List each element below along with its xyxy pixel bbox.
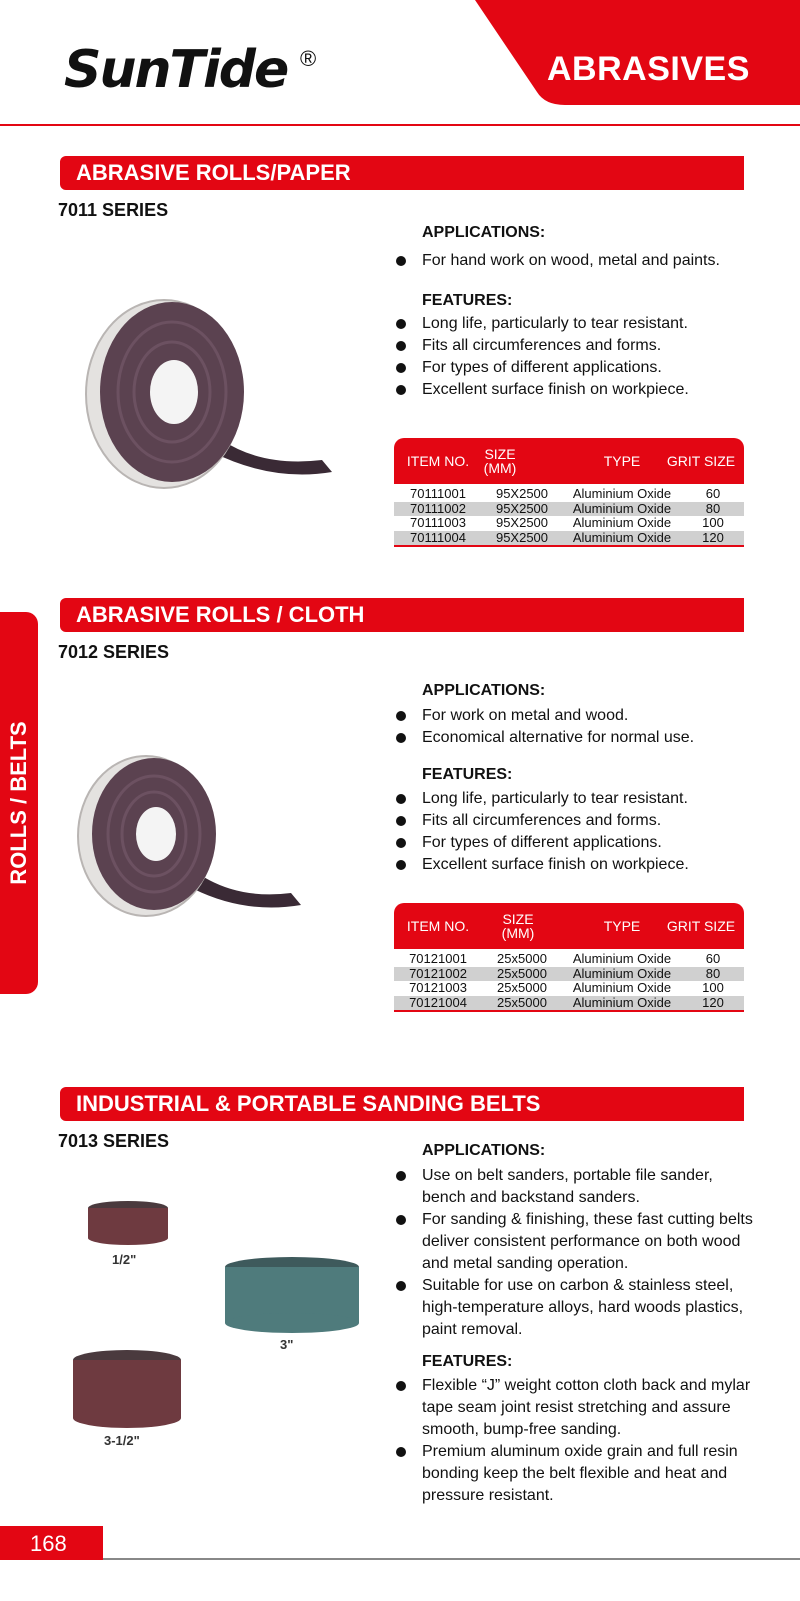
- table-row: [394, 531, 744, 546]
- col-grit: GRIT SIZE: [666, 918, 736, 934]
- spec-table-header: [394, 438, 744, 484]
- registered-mark: ®: [300, 46, 317, 71]
- header-divider: [0, 124, 800, 126]
- cell-type: Aluminium Oxide: [572, 965, 672, 981]
- col-size: [498, 903, 538, 949]
- series-label: 7012 SERIES: [58, 642, 170, 662]
- table-row: [394, 952, 744, 967]
- table-row: [394, 981, 744, 996]
- cell-grit: 100: [702, 980, 724, 995]
- list-item: For work on metal and wood.: [396, 705, 694, 727]
- col-grit: GRIT SIZE: [666, 453, 736, 469]
- brand-name: SunTide: [64, 40, 288, 100]
- list-item: For sanding & finishing, these fast cutting belts deliver consistent performance on both wood and metal sanding operation.: [396, 1209, 756, 1275]
- category-title: ABRASIVES: [547, 50, 750, 88]
- cell-size: 95X2500: [495, 515, 549, 530]
- cell-type: Aluminium Oxide: [572, 500, 672, 516]
- features-heading: FEATURES:: [422, 292, 513, 309]
- belt-size-label: 3": [280, 1337, 294, 1352]
- col-size-unit: (MM): [483, 460, 517, 476]
- list-item: Fits all circumferences and forms.: [396, 335, 689, 357]
- footer-divider: [103, 1558, 800, 1560]
- table-bottom-rule: [394, 545, 744, 547]
- cell-type: Aluminium Oxide: [572, 994, 672, 1010]
- features-list: [396, 313, 689, 401]
- features-list: [396, 1375, 756, 1507]
- cell-type: Aluminium Oxide: [572, 486, 672, 501]
- table-row: [394, 516, 744, 531]
- col-type: TYPE: [603, 453, 641, 469]
- cell-grit: 60: [705, 951, 721, 966]
- list-item: Excellent surface finish on workpiece.: [396, 854, 689, 876]
- spec-table-header: [394, 903, 744, 949]
- list-item: For types of different applications.: [396, 832, 689, 854]
- list-item: Premium aluminum oxide grain and full resin bonding keep the belt flexible and heat and pressure resistant.: [396, 1441, 756, 1507]
- list-item: Excellent surface finish on workpiece.: [396, 379, 689, 401]
- series-label: 7013 SERIES: [58, 1131, 170, 1151]
- series-label: 7011 SERIES: [58, 200, 169, 220]
- col-item-no: ITEM NO.: [406, 918, 470, 934]
- abrasive-roll-image: [66, 740, 316, 930]
- list-item: Use on belt sanders, portable file sander, bench and backstand sanders.: [396, 1165, 756, 1209]
- applications-list: [396, 250, 720, 272]
- cell-size: 95X2500: [495, 529, 549, 545]
- cell-size: 95X2500: [495, 486, 549, 501]
- applications-list: [396, 705, 694, 749]
- side-tab-label: ROLLS / BELTS: [6, 721, 31, 885]
- list-item: Economical alternative for normal use.: [396, 727, 694, 749]
- col-size: [480, 438, 520, 484]
- cell-size: 25x5000: [497, 980, 547, 995]
- belt-size-label: 3-1/2": [104, 1433, 140, 1448]
- applications-list: [396, 1165, 756, 1341]
- cell-type: Aluminium Oxide: [572, 951, 672, 966]
- cell-type: Aluminium Oxide: [572, 980, 672, 995]
- page-number: 168: [30, 1531, 67, 1556]
- list-item: Fits all circumferences and forms.: [396, 810, 689, 832]
- spec-table: [394, 438, 744, 547]
- cell-size: 25x5000: [497, 951, 547, 966]
- features-list: [396, 788, 689, 876]
- cell-item: 70121001: [409, 951, 467, 966]
- page-number-box: [0, 1526, 103, 1560]
- spec-table: [394, 903, 744, 1012]
- list-item: Long life, particularly to tear resistant.: [396, 788, 689, 810]
- features-heading: FEATURES:: [422, 1353, 513, 1370]
- list-item: Flexible “J” weight cotton cloth back and mylar tape seam joint resist stretching and assure smooth, bump-free sanding.: [396, 1375, 756, 1441]
- sanding-belt-3-1-2-inch-image: [70, 1348, 185, 1438]
- col-item-no: ITEM NO.: [406, 453, 470, 469]
- cell-grit: 80: [705, 500, 721, 516]
- section-title: INDUSTRIAL & PORTABLE SANDING BELTS: [76, 1091, 541, 1116]
- cell-grit: 120: [702, 994, 724, 1010]
- cell-item: 70111003: [410, 515, 466, 530]
- sanding-belt-3-inch-image: [222, 1255, 362, 1345]
- cell-item: 70111001: [410, 486, 466, 501]
- col-size-label: SIZE: [484, 446, 516, 462]
- section-title-bar: [60, 598, 744, 632]
- cell-type: Aluminium Oxide: [572, 515, 672, 530]
- cell-item: 70121002: [409, 965, 467, 981]
- list-item: For types of different applications.: [396, 357, 689, 379]
- features-heading: FEATURES:: [422, 766, 513, 783]
- cell-item: 70121004: [409, 994, 467, 1010]
- list-item: Suitable for use on carbon & stainless steel, high-temperature alloys, hard woods plastics, paint removal.: [396, 1275, 756, 1341]
- table-row: [394, 502, 744, 517]
- applications-heading: APPLICATIONS:: [422, 1142, 546, 1159]
- table-row: [394, 996, 744, 1011]
- cell-grit: 100: [702, 515, 724, 530]
- cell-grit: 60: [705, 486, 721, 501]
- applications-heading: APPLICATIONS:: [422, 224, 546, 241]
- sanding-belt-half-inch-image: [86, 1198, 170, 1250]
- cell-grit: 120: [702, 529, 724, 545]
- list-item: For hand work on wood, metal and paints.: [396, 250, 720, 272]
- section-title: ABRASIVE ROLLS / CLOTH: [76, 602, 365, 627]
- cell-size: 95X2500: [495, 500, 549, 516]
- abrasive-roll-image: [72, 282, 342, 502]
- cell-grit: 80: [705, 965, 721, 981]
- cell-size: 25x5000: [497, 965, 547, 981]
- table-bottom-rule: [394, 1010, 744, 1012]
- cell-size: 25x5000: [497, 994, 547, 1010]
- cell-type: Aluminium Oxide: [572, 529, 672, 545]
- cell-item: 70111004: [410, 529, 466, 545]
- belt-size-label: 1/2": [112, 1252, 137, 1267]
- table-row: [394, 967, 744, 982]
- section-title: ABRASIVE ROLLS/PAPER: [76, 160, 351, 185]
- side-tab: [0, 612, 38, 994]
- table-row: [394, 487, 744, 502]
- col-size-label: SIZE: [502, 911, 534, 927]
- brand-logo: [64, 40, 317, 120]
- list-item: Long life, particularly to tear resistant.: [396, 313, 689, 335]
- category-tab: [475, 0, 800, 105]
- cell-item: 70111002: [410, 500, 466, 516]
- col-type: TYPE: [603, 918, 641, 934]
- applications-heading: APPLICATIONS:: [422, 682, 546, 699]
- section-title-bar: [60, 1087, 744, 1121]
- cell-item: 70121003: [409, 980, 467, 995]
- col-size-unit: (MM): [501, 925, 535, 941]
- section-title-bar: [60, 156, 744, 190]
